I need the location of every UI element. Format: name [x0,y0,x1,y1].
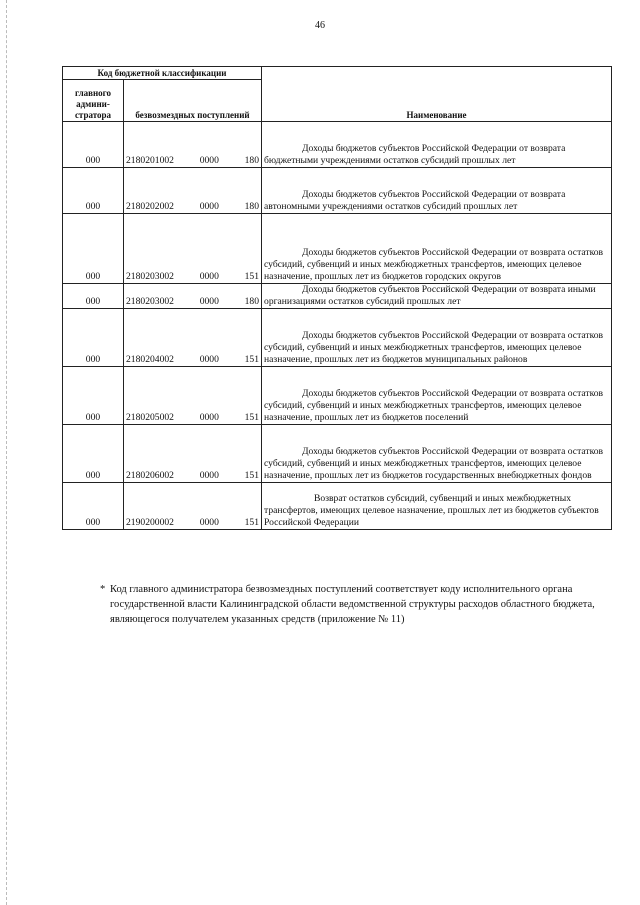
cell-admin-code: 000 [63,309,124,367]
receipt-code-code-b: 0000 [199,155,219,166]
receipt-code-parts [126,470,259,482]
receipt-code-parts [126,155,259,167]
receipt-code-code-b: 0000 [199,412,219,423]
footnote-mark: * [100,584,106,595]
cell-receipt-code [124,284,262,309]
cell-admin-code: 000 [63,122,124,168]
row-name-text: Доходы бюджетов субъектов Российской Федерации от возврата остатков субсидий, субвенций и иных межбюджетных трансфертов, имеющих целевое назначение, прошлых лет из бюджетов городских округов [264,247,604,282]
cell-name [262,367,612,425]
cell-admin-code: 000 [63,425,124,483]
cell-name [262,309,612,367]
table-row [63,425,612,483]
cell-name [262,284,612,309]
cell-receipt-code [124,214,262,284]
table-row [63,284,612,309]
receipt-code-code-a: 2190200002 [126,517,174,528]
receipt-code-code-a: 2180204002 [126,354,174,365]
table-header [63,67,612,122]
row-name-text: Доходы бюджетов субъектов Российской Федерации от возврата иными организациями остатков субсидий прошлых лет [264,284,596,307]
row-name-text: Доходы бюджетов субъектов Российской Федерации от возврата остатков субсидий, субвенций и иных межбюджетных трансфертов, имеющих целевое назначение, прошлых лет из бюджетов муниципальных районов [264,330,604,365]
table-row [63,122,612,168]
table-row [63,309,612,367]
receipt-code-code-c: 151 [244,470,260,481]
footnote [100,582,610,627]
receipt-code-code-b: 0000 [199,470,219,481]
receipt-code-parts [126,517,259,529]
page-number: 46 [315,20,325,31]
table-row [63,483,612,530]
row-name-text: Доходы бюджетов субъектов Российской Федерации от возврата остатков субсидий, субвенций и иных межбюджетных трансфертов, имеющих целевое назначение, прошлых лет из бюджетов поселений [264,388,604,423]
receipt-code-code-a: 2180206002 [126,470,174,481]
receipt-code-parts [126,201,259,213]
header-main-administrator: главного админи-стратора [63,80,124,122]
receipt-code-code-b: 0000 [199,517,219,528]
table-row [63,367,612,425]
row-name-text: Доходы бюджетов субъектов Российской Федерации от возврата автономными учреждениями остатков субсидий прошлых лет [264,189,566,212]
table-row [63,214,612,284]
receipt-code-code-b: 0000 [199,296,219,307]
receipt-code-parts [126,412,259,424]
scan-edge-line [6,0,7,905]
cell-receipt-code [124,425,262,483]
cell-receipt-code [124,122,262,168]
receipt-code-code-a: 2180201002 [126,155,174,166]
cell-receipt-code [124,367,262,425]
receipt-code-code-c: 180 [244,201,260,212]
header-budget-code-group: Код бюджетной классификации [63,67,262,80]
receipt-code-code-c: 151 [244,354,260,365]
receipt-code-code-a: 2180203002 [126,296,174,307]
row-name-text: Доходы бюджетов субъектов Российской Федерации от возврата бюджетными учреждениями остатков субсидий прошлых лет [264,143,566,166]
row-name-text: Возврат остатков субсидий, субвенций и иных межбюджетных трансфертов, имеющих целевое назначение, прошлых лет из бюджетов субъектов Российской Федерации [264,493,599,528]
cell-receipt-code [124,309,262,367]
cell-admin-code: 000 [63,214,124,284]
receipt-code-code-c: 151 [244,412,260,423]
footnote-text: Код главного администратора безвозмездных поступлений соответствует коду исполнительного органа государственной власти Калининградской области ведомственной структуры расходов областного бюджета, являющегося получателем указанных средств (приложение № 11) [110,584,595,625]
cell-admin-code: 000 [63,168,124,214]
row-name-text: Доходы бюджетов субъектов Российской Федерации от возврата остатков субсидий, субвенций и иных межбюджетных трансфертов, имеющих целевое назначение, прошлых лет из бюджетов государственных внебюджетных фондов [264,446,604,481]
receipt-code-parts [126,296,259,308]
cell-name [262,483,612,530]
receipt-code-parts [126,354,259,366]
receipt-code-code-a: 2180205002 [126,412,174,423]
receipt-code-code-b: 0000 [199,354,219,365]
receipt-code-code-c: 180 [244,296,260,307]
cell-name [262,214,612,284]
cell-admin-code: 000 [63,284,124,309]
cell-name [262,168,612,214]
budget-classification-table [62,66,612,530]
table-body [63,122,612,530]
cell-name [262,122,612,168]
header-gratuitous-receipts: безвозмездных поступлений [124,80,262,122]
cell-admin-code: 000 [63,483,124,530]
header-name: Наименование [262,67,612,122]
cell-admin-code: 000 [63,367,124,425]
cell-receipt-code [124,168,262,214]
receipt-code-code-b: 0000 [199,271,219,282]
receipt-code-code-c: 151 [244,517,260,528]
receipt-code-parts [126,271,259,283]
table-row [63,168,612,214]
receipt-code-code-c: 151 [244,271,260,282]
cell-receipt-code [124,483,262,530]
receipt-code-code-a: 2180202002 [126,201,174,212]
receipt-code-code-c: 180 [244,155,260,166]
receipt-code-code-b: 0000 [199,201,219,212]
receipt-code-code-a: 2180203002 [126,271,174,282]
cell-name [262,425,612,483]
